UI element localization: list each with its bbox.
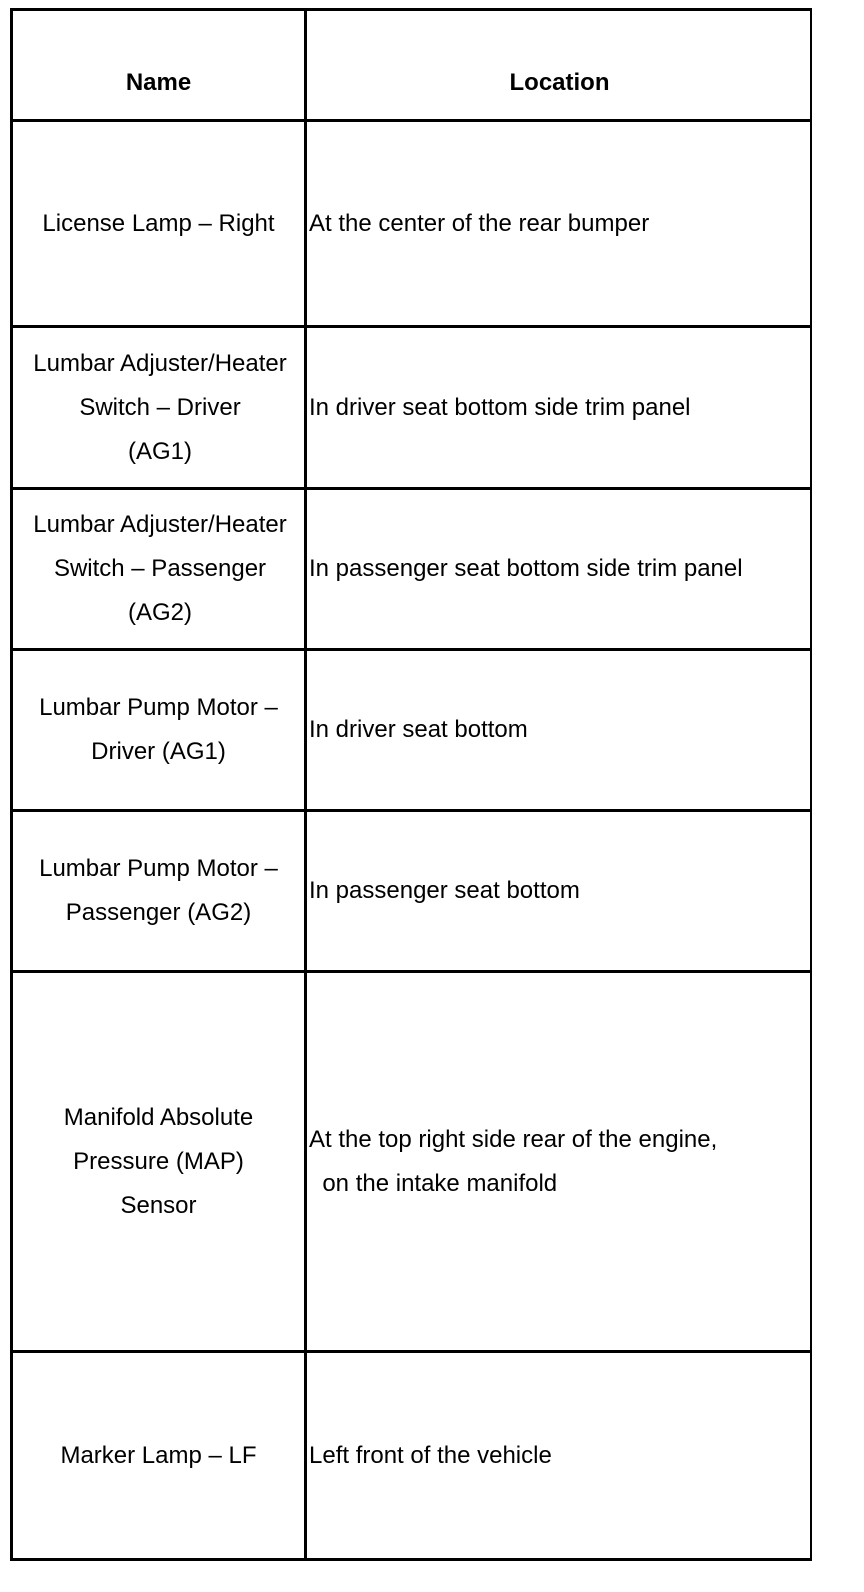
- header-location-label: Location: [509, 69, 610, 96]
- component-location: In driver seat bottom side trim panel: [309, 393, 691, 421]
- name-cell: [13, 122, 307, 325]
- name-cell: [13, 490, 307, 648]
- name-cell: [13, 973, 307, 1350]
- component-name: Marker Lamp – LF: [60, 1441, 257, 1469]
- table-header-row: [13, 11, 810, 119]
- header-name-label: Name: [125, 69, 192, 96]
- component-name: Lumbar Pump Motor – Driver (AG1): [39, 694, 278, 765]
- name-cell: [13, 1353, 307, 1558]
- location-cell: [307, 973, 810, 1350]
- name-cell: [13, 328, 307, 487]
- component-name: Manifold Absolute Pressure (MAP) Sensor: [63, 1103, 254, 1219]
- location-cell: [307, 1353, 810, 1558]
- table-row: [13, 119, 810, 325]
- component-location: In passenger seat bottom side trim panel: [309, 555, 743, 582]
- component-location: Left front of the vehicle: [309, 1441, 552, 1469]
- table-row: [13, 970, 810, 1350]
- table-row: [13, 1350, 810, 1558]
- header-cell-name: [13, 11, 307, 119]
- location-cell: [307, 328, 810, 487]
- table-row: [13, 809, 810, 970]
- header-cell-location: [307, 11, 810, 119]
- component-name: Lumbar Pump Motor – Passenger (AG2): [39, 855, 278, 926]
- table-row: [13, 487, 810, 648]
- location-cell: [307, 651, 810, 809]
- name-cell: [13, 651, 307, 809]
- location-cell: [307, 812, 810, 970]
- component-name: Lumbar Adjuster/Heater Switch – Driver (AG1): [33, 349, 287, 465]
- component-location: At the top right side rear of the engine, on the intake manifold: [309, 1125, 718, 1197]
- table-row: [13, 325, 810, 487]
- location-cell: [307, 490, 810, 648]
- component-name: Lumbar Adjuster/Heater Switch – Passenger (AG2): [33, 511, 287, 626]
- component-location: In passenger seat bottom: [309, 877, 580, 904]
- component-name: License Lamp – Right: [42, 209, 275, 237]
- component-location: In driver seat bottom: [309, 716, 528, 743]
- location-cell: [307, 122, 810, 325]
- name-cell: [13, 812, 307, 970]
- component-location: At the center of the rear bumper: [309, 209, 650, 237]
- component-location-table: [10, 8, 812, 1561]
- table-row: [13, 648, 810, 809]
